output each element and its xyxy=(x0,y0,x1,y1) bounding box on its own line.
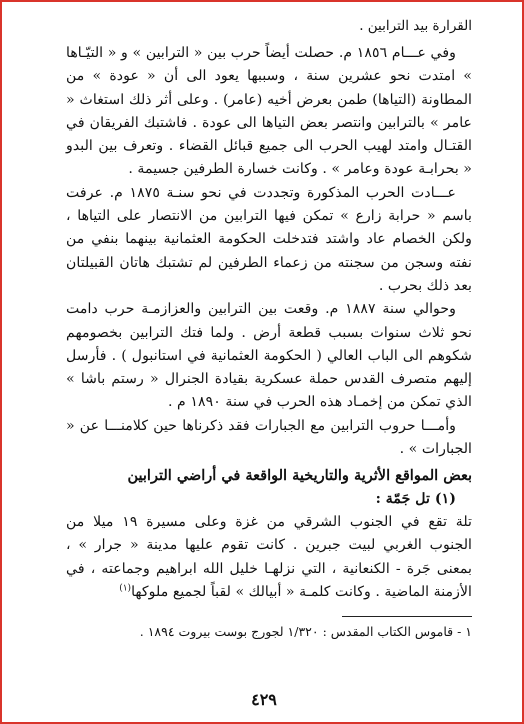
paragraph-3: وحوالي سنة ١٨٨٧ م. وقعت بين الترابين والعزازمـة حرب دامت نحو ثلاث سنوات بسبب قطعة أرض . ولما فتك الترابين بخصومهم شكوهم الى الباب العالي ( الحكومة العثمانية في استانبول ) . فأرسل إليهم متصرف القدس حملة عسكرية بقيادة الجنرال « رستم باشا » الذي تمكن من إخمـاد هذه الحرب في سنة ١٨٩٠ م . xyxy=(66,301,472,411)
paragraph-5-text: تلة تقع في الجنوب الشرقي من غزة وعلى مسيرة ١٩ ميلا من الجنوب الغربي لبيت جبرين . كانت تقوم عليها مدينة « جرار » ، بمعنى جَرة - الكنعانية ، التي نزلهـا خليل الله ابراهيم وجماعته ، في الأزمنة الماضية . وكانت كلمـة « أبيالك » لقباً لجميع ملوكها xyxy=(66,513,472,600)
paragraph-1: وفي عـــام ١٨٥٦ م. حصلت أيضاً حرب بين « الترابين » و « التيّـاها » امتدت نحو عشرين سنة ، وسببها يعود الى أن « عودة » من المطاونة (التياها) طمن بعرض أخيه (عامر) . وعلى أثر ذلك استغاث « عامر » بالترابين وانتصر بعض التياها الى عودة . فاشتبك الفريقان في القتـال وامتد لهيب الحرب الى جميع قبائل القضاء . وتعرف بين البدو « بحرابـة عودة وعامر » . وكانت خسارة الطرفين جسيمة . xyxy=(66,45,472,178)
footnote-marker: (١) xyxy=(119,583,132,594)
paragraph-2: عـــادت الحرب المذكورة وتجددت في نحو سنـة ١٨٧٥ م. عرفت باسم « حرابة زارع » تمكن فيها الترابين من الانتصار على التياها ، ولكن الخصام عاد واشتد فتدخلت الحكومة العثمانية بينهما بنفي من نفته وسجن من سجنته من زعماء الطرفين لم تشتبك هاتان القبيلتان بعد ذلك بحرب . xyxy=(66,184,472,294)
document-page xyxy=(66,16,472,641)
paragraph-5 xyxy=(66,511,472,604)
paragraph-4: وأمـــا حروب الترابين مع الجبارات فقد ذكرناها حين كلامنـــا عن « الجبارات » . xyxy=(66,417,472,458)
footnote-divider xyxy=(342,616,472,617)
running-header: القرارة بيد الترابين . xyxy=(359,18,472,34)
page-number: ٤٢٩ xyxy=(251,690,277,709)
footnote: ١ - قاموس الكتاب المقدس : ١/٣٢٠ لجورج بوست بيروت ١٨٩٤ . xyxy=(139,624,472,640)
section-title: بعض المواقع الأثرية والتاريخية الواقعة في أراضي الترابين xyxy=(127,467,472,485)
subsection-title: (١) تل جَمّة : xyxy=(375,490,456,507)
